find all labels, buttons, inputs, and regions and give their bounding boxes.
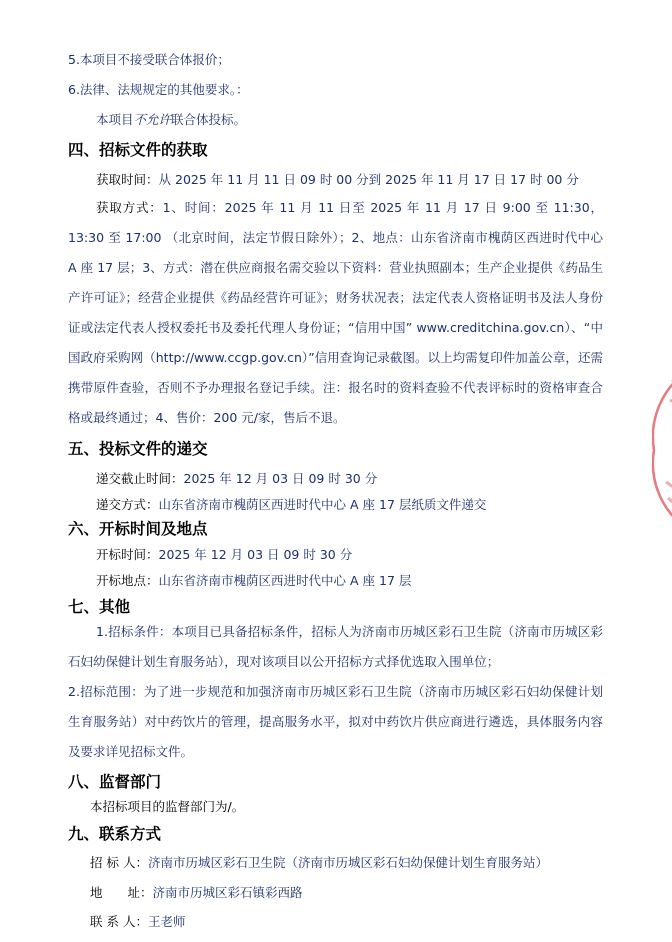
supervision-text: 本招标项目的监督部门为/。 xyxy=(90,799,245,814)
submit-method xyxy=(96,495,486,513)
opening-time-value: 2025 年 12 月 03 日 09 时 30 分 xyxy=(158,547,353,562)
tenderer-label: 招 标 人： xyxy=(90,855,148,870)
opening-place-label: 开标地点： xyxy=(96,573,159,588)
acquire-method-label: 获取方式： xyxy=(96,200,163,215)
acquire-time-value: 从 2025 年 11 月 11 日 09 时 00 分到 2025 年 11 月 17 日 17 时 00 分 xyxy=(158,172,579,187)
acquire-method xyxy=(68,193,603,433)
consortium-value: 不允许 xyxy=(133,112,172,127)
acquire-time xyxy=(96,170,579,188)
submit-method-value: 山东省济南市槐荫区西进时代中心 A 座 17 层纸质文件递交 xyxy=(158,497,487,512)
section-8-title: 八、监督部门 xyxy=(68,773,162,791)
tenderer-value: 济南市历城区彩石卫生院（济南市历城区彩石妇幼保健计划生育服务站） xyxy=(147,855,548,870)
section-5-title: 五、投标文件的递交 xyxy=(68,440,208,458)
address-row xyxy=(90,883,303,901)
contact-value: 王老师 xyxy=(147,914,186,929)
acquire-time-label: 获取时间： xyxy=(96,172,159,187)
section-6-title: 六、开标时间及地点 xyxy=(68,520,208,538)
section-4-title: 四、招标文件的获取 xyxy=(68,141,208,159)
consortium-suffix: 联合体投标。 xyxy=(171,112,247,127)
contact-label: 联 系 人： xyxy=(90,914,148,929)
acquire-method-value: 1、时间：2025 年 11 月 11 日至 2025 年 11 月 17 日 9:00 至 11:30，13:30 至 17:00 （北京时间，法定节假日除外）；2、地点：山东省济南市槐荫区西进时代中心 A 座 17 层；3、方式：潜在供应商报名需交验以下资料：营业执照副本；生产企业提供《药品生产许可证》；经营企业提供《药品经营许可证》；财务状况表；法定代表人资格证明书及法人身份证或法定代表人授权委托书及委托代理人身份证；“信用中国” www.creditchina.gov.cn）、“中国政府采购网（http://www.ccgp.gov.cn）”信用查询记录截图。以上均需复印件加盖公章，还需携带原件查验，否则不予办理报名登记手续。注：报名时的资料查验不代表评标时的资格审查合格或最终通过；4、售价：200 元/家，售后不退。 xyxy=(68,200,603,425)
address-value: 济南市历城区彩石镇彩西路 xyxy=(152,885,303,900)
consortium-prefix: 本项目 xyxy=(96,112,134,127)
address-label: 地 址： xyxy=(90,885,153,900)
submit-deadline-label: 递交截止时间： xyxy=(96,471,184,486)
opening-time-label: 开标时间： xyxy=(96,547,159,562)
item-5: 5.本项目不接受联合体报价； xyxy=(68,52,230,67)
opening-place-value: 山东省济南市槐荫区西进时代中心 A 座 17 层 xyxy=(158,573,412,588)
contact-row xyxy=(90,912,185,930)
red-seal-stamp-icon xyxy=(652,370,672,530)
tenderer-row xyxy=(90,853,548,871)
item-6: 6.法律、法规规定的其他要求。： xyxy=(68,82,249,97)
consortium-note xyxy=(96,110,246,128)
submit-method-label: 递交方式： xyxy=(96,497,159,512)
submit-deadline-value: 2025 年 12 月 03 日 09 时 30 分 xyxy=(183,471,378,486)
section-9-title: 九、联系方式 xyxy=(68,825,162,843)
other-item-2: 2.招标范围：为了进一步规范和加强济南市历城区彩石卫生院（济南市历城区彩石妇幼保健计划生育服务站）对中药饮片的管理，提高服务水平，拟对中药饮片供应商进行遴选，具体服务内容及要求详见招标文件。 xyxy=(68,684,603,759)
submit-deadline xyxy=(96,469,377,487)
other-item-1: 1.招标条件：本项目已具备招标条件，招标人为济南市历城区彩石卫生院（济南市历城区彩石妇幼保健计划生育服务站），现对该项目以公开招标方式择优选取入围单位； xyxy=(68,624,603,669)
opening-time xyxy=(96,545,352,563)
section-7-title: 七、其他 xyxy=(68,598,131,616)
opening-place xyxy=(96,571,411,589)
